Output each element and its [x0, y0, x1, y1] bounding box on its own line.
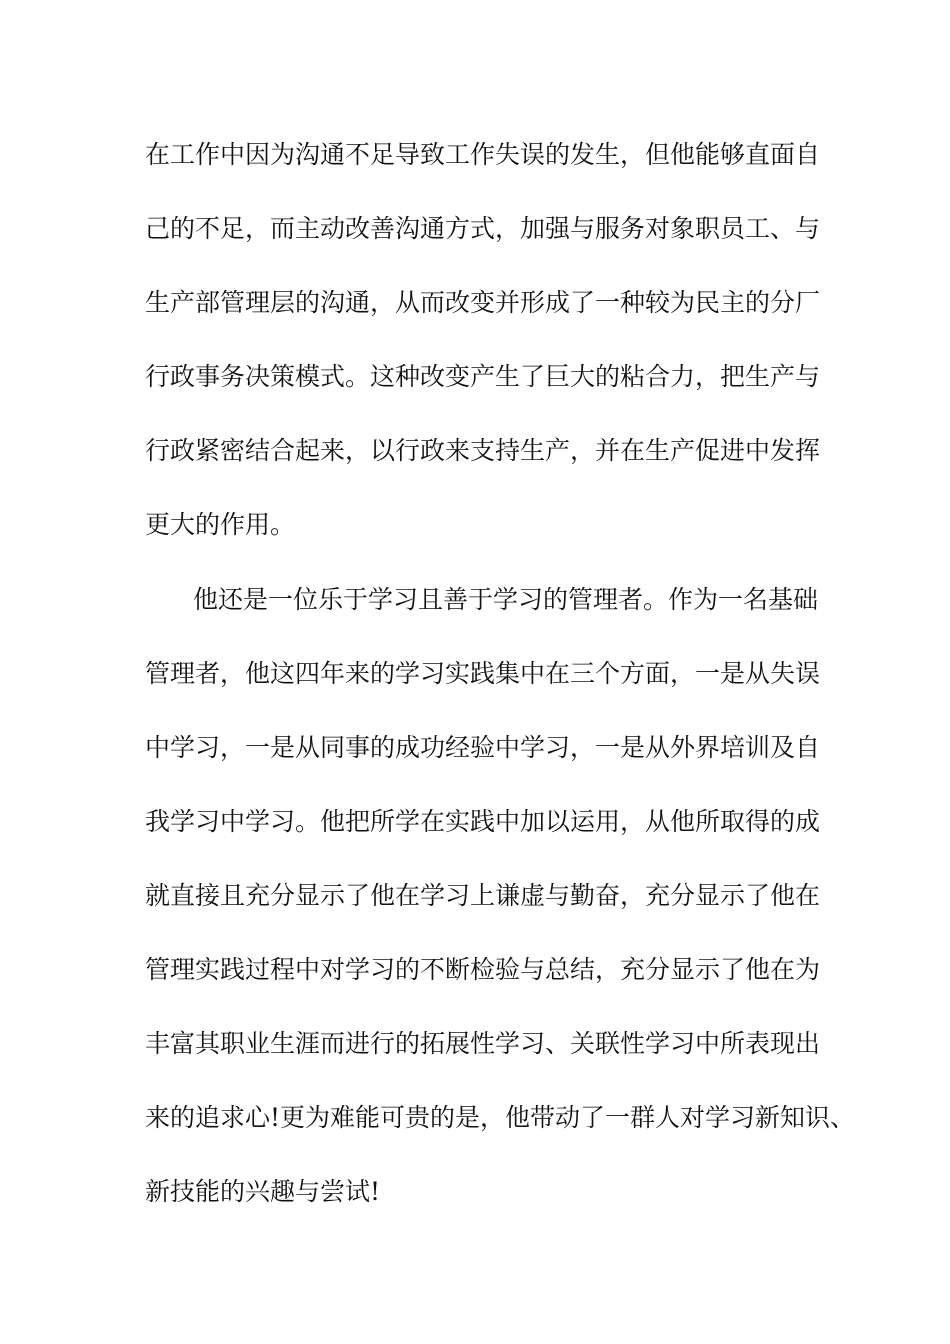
- paragraph-1: [145, 118, 835, 562]
- text-line: 他还是一位乐于学习且善于学习的管理者。作为一名基础: [193, 585, 819, 614]
- text-line: 更大的作用。: [145, 510, 296, 539]
- text-line: 行政紧密结合起来，以行政来支持生产，并在生产促进中发挥: [145, 436, 821, 465]
- text-line: 就直接且充分显示了他在学习上谦虚与勤奋，充分显示了他在: [145, 881, 821, 910]
- text-line: 中学习，一是从同事的成功经验中学习，一是从外界培训及自: [145, 733, 821, 762]
- text-line: 新技能的兴趣与尝试!: [145, 1177, 381, 1206]
- paragraph-2: [145, 563, 856, 1229]
- text-line: 管理实践过程中对学习的不断检验与总结，充分显示了他在为: [145, 955, 821, 984]
- text-line: 来的追求心!更为难能可贵的是，他带动了一群人对学习新知识、: [145, 1103, 856, 1132]
- text-line: 管理者，他这四年来的学习实践集中在三个方面，一是从失误: [145, 659, 821, 688]
- text-line: 在工作中因为沟通不足导致工作失误的发生，但他能够直面自: [145, 140, 821, 169]
- text-line: 我学习中学习。他把所学在实践中加以运用，从他所取得的成: [145, 807, 821, 836]
- text-line: 丰富其职业生涯而进行的拓展性学习、关联性学习中所表现出: [145, 1029, 821, 1058]
- text-line: 行政事务决策模式。这种改变产生了巨大的粘合力，把生产与: [145, 362, 821, 391]
- text-line: 生产部管理层的沟通，从而改变并形成了一种较为民主的分厂: [145, 288, 821, 317]
- text-line: 己的不足，而主动改善沟通方式，加强与服务对象职员工、与: [145, 214, 821, 243]
